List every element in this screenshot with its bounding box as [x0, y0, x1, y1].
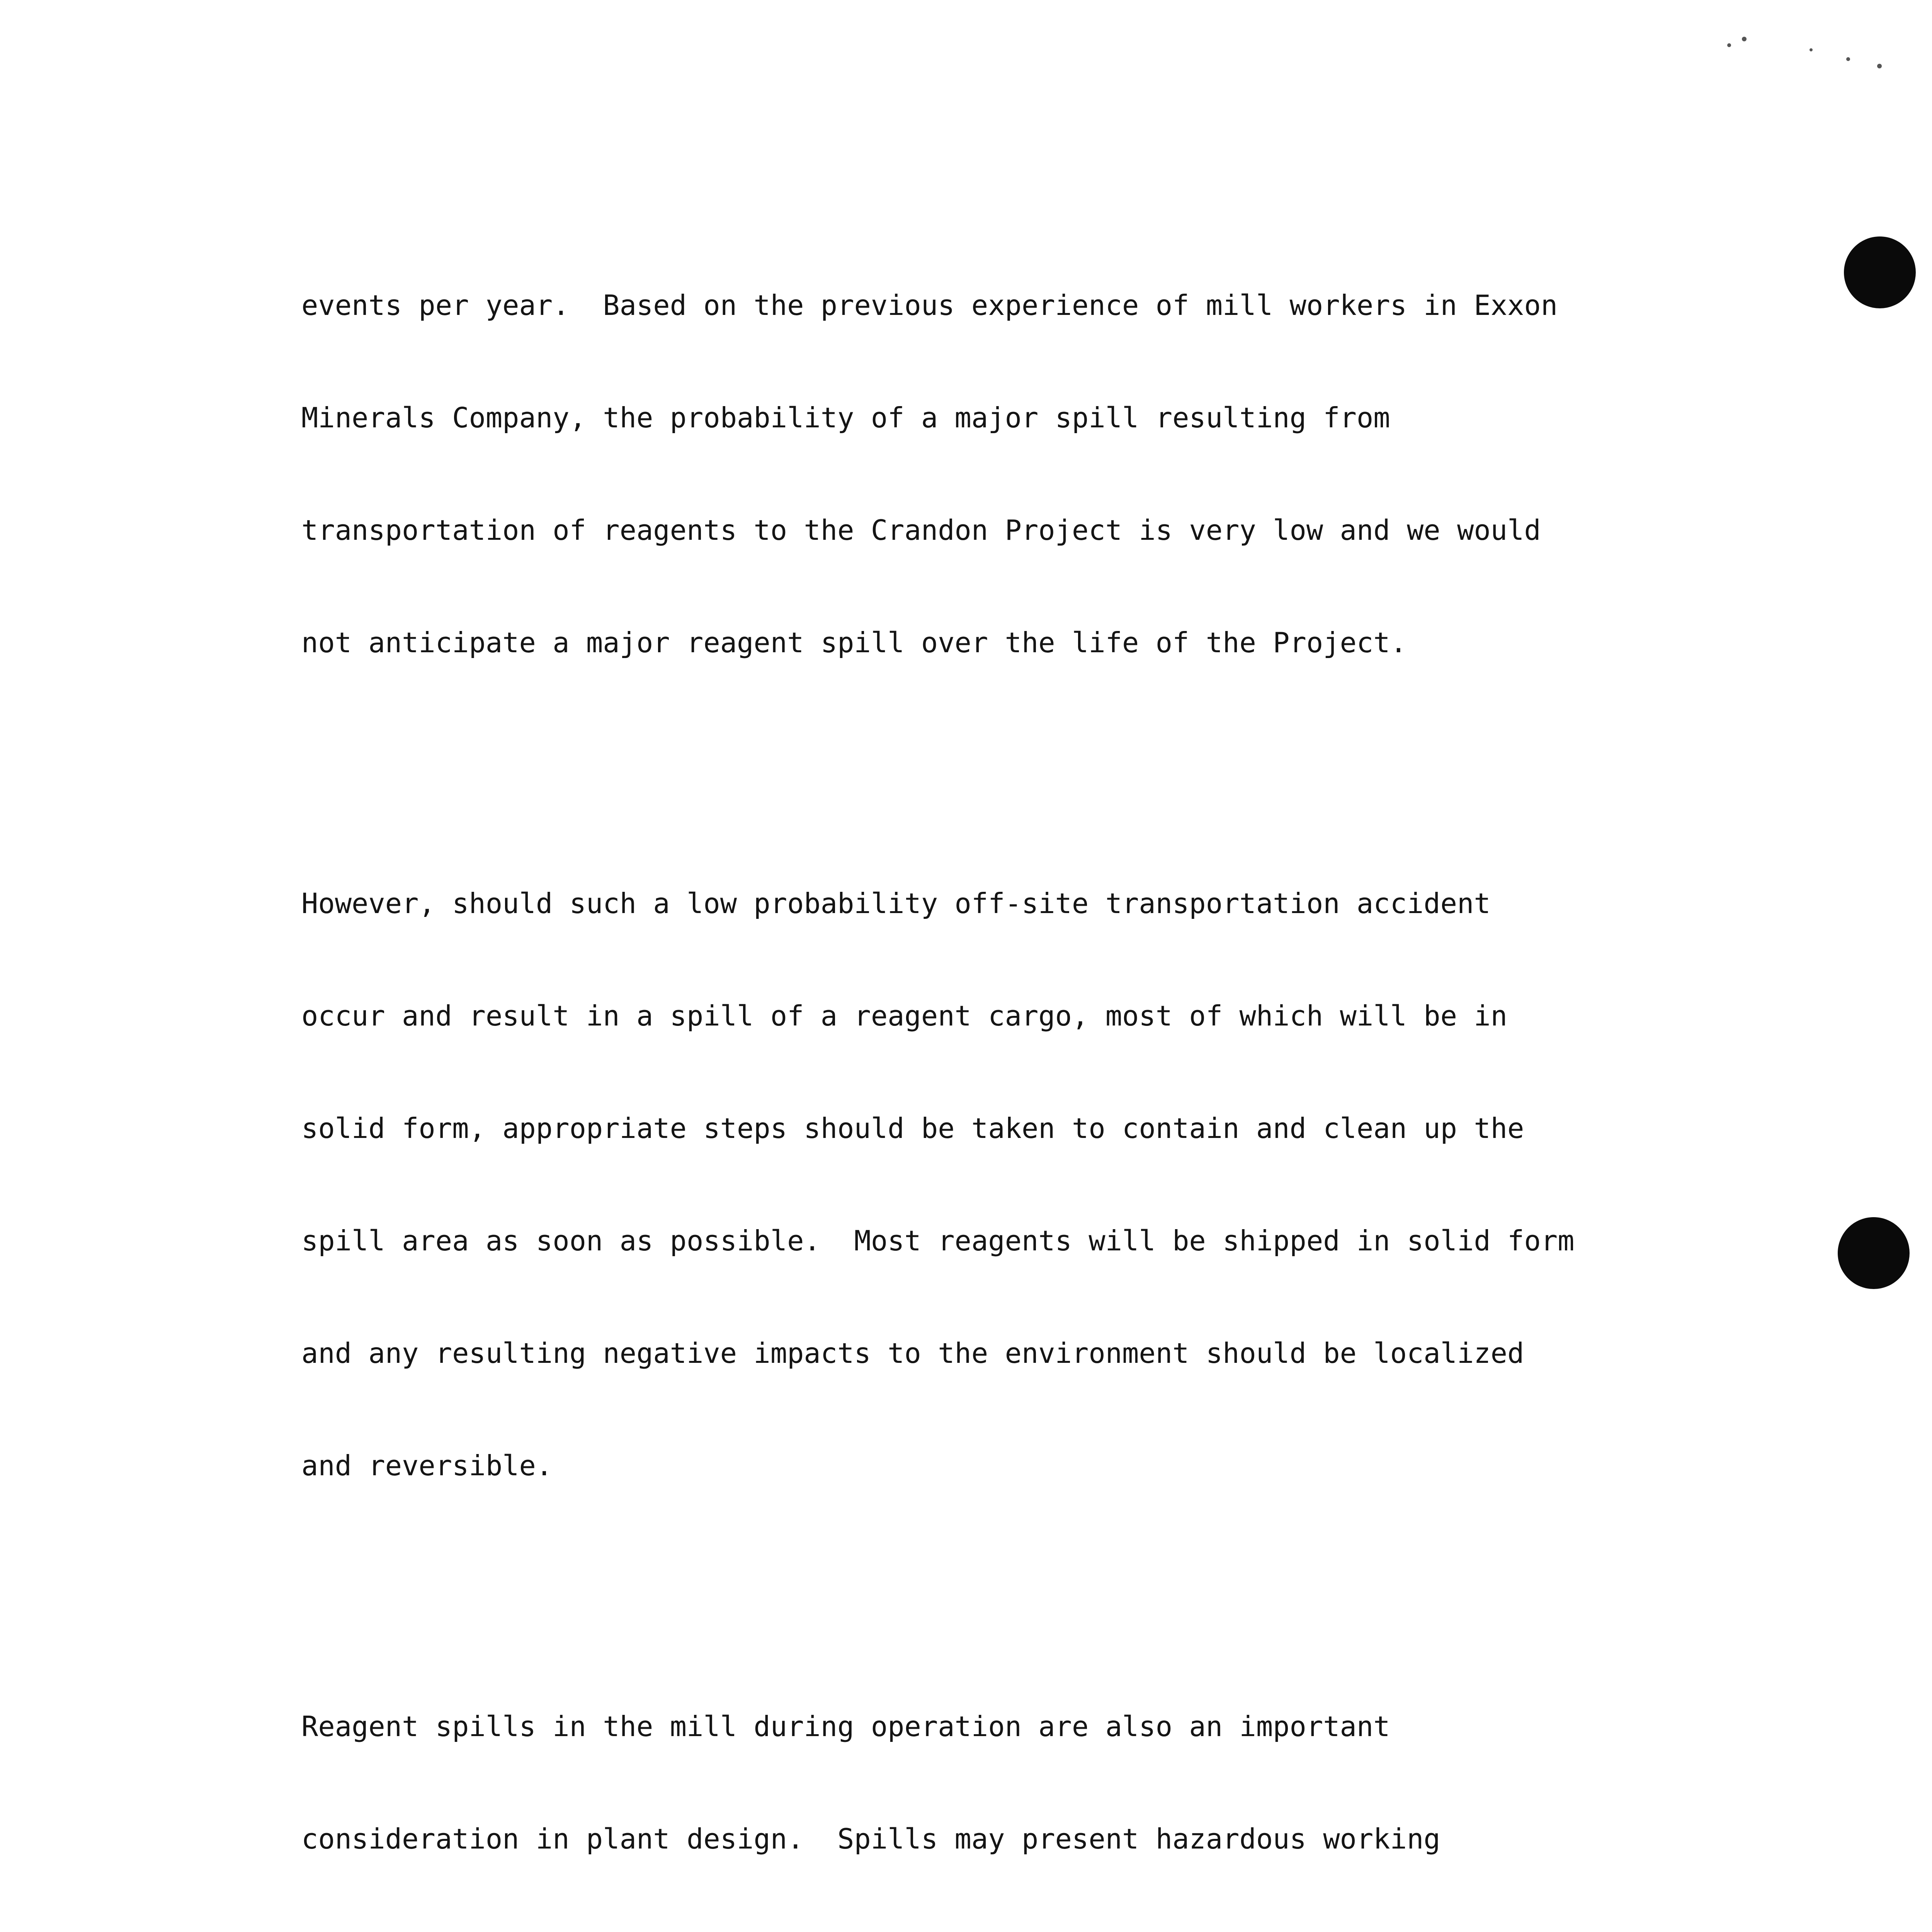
scan-speck: [1810, 48, 1813, 51]
scan-speck: [1742, 37, 1747, 41]
text-line: However, should such a low probability off-site transportation accident: [301, 887, 1491, 920]
scan-speck: [1877, 64, 1882, 68]
punch-hole-top: [1844, 236, 1916, 308]
body-text: [301, 212, 1754, 1932]
scan-speck: [1727, 43, 1731, 47]
text-line: and reversible.: [301, 1449, 553, 1482]
text-line: spill area as soon as possible. Most reagents will be shipped in solid form: [301, 1225, 1575, 1257]
text-line: and any resulting negative impacts to the environment should be localized: [301, 1337, 1524, 1369]
text-line: Minerals Company, the probability of a major spill resulting from: [301, 401, 1390, 434]
paragraph: [301, 212, 1754, 736]
text-line: not anticipate a major reagent spill over the life of the Project.: [301, 626, 1407, 659]
punch-hole-middle: [1838, 1217, 1910, 1289]
text-line: transportation of reagents to the Crandon Project is very low and we would: [301, 514, 1541, 546]
paragraph: [301, 1633, 1754, 1932]
text-line: solid form, appropriate steps should be taken to contain and clean up the: [301, 1112, 1524, 1145]
text-line: consideration in plant design. Spills may present hazardous working: [301, 1823, 1440, 1855]
paragraph: [301, 810, 1754, 1560]
text-line: events per year. Based on the previous experience of mill workers in Exxon: [301, 289, 1558, 321]
text-line: occur and result in a spill of a reagent cargo, most of which will be in: [301, 1000, 1508, 1032]
text-line: Reagent spills in the mill during operation are also an important: [301, 1710, 1390, 1743]
scan-speck: [1846, 57, 1850, 61]
